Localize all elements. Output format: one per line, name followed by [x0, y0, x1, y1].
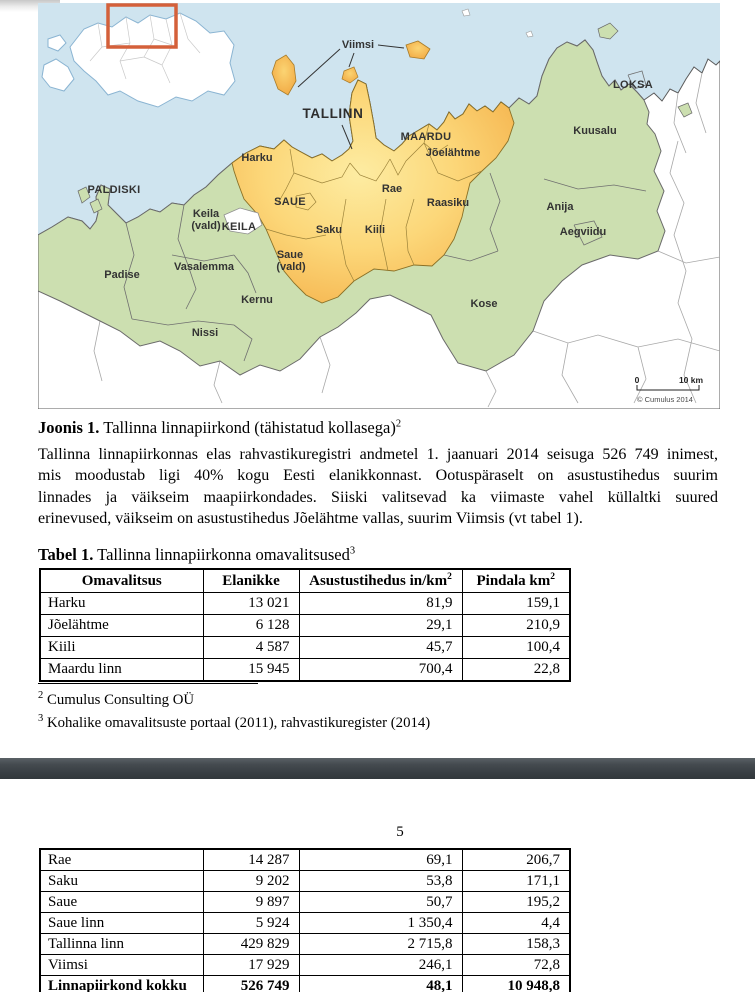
paragraph-line: mis moodustab ligi 40% kogu Eesti elanikkonnast. Ootuspäraselt on asustustihedus suurim	[38, 467, 718, 485]
map-label-maardu: MAARDU	[400, 131, 452, 143]
map-label-tallinn: TALLINN	[302, 106, 364, 121]
paragraph-line: Tallinna linnapiirkonnas elas rahvastikuregistri andmetel 1. jaanuari 2014 seisuga 526 749 inimest,	[38, 446, 718, 463]
table-row: Jõelähtme 6 128 29,1 210,9	[40, 615, 570, 637]
map-label-nissi: Nissi	[191, 327, 219, 339]
paragraph-line: linnades ja väikseim maapiirkondades. Siiski valitsevad ka viimaste vahel küllaltki suured	[38, 488, 718, 506]
figure-caption-text: Tallinna linnapiirkond (tähistatud kollasega)	[99, 418, 396, 437]
table-row: Saue linn 5 924 1 350,4 4,4	[40, 913, 570, 934]
table-caption-prefix: Tabel 1.	[38, 545, 94, 564]
map-label-keila-vald: Keila	[192, 208, 220, 220]
col-header-elanikke: Elanikke	[222, 573, 280, 589]
map-label-kuusalu: Kuusalu	[573, 125, 617, 137]
table-caption-footnote-ref: 3	[349, 545, 356, 557]
table-row: Kiili 4 587 45,7 100,4	[40, 637, 570, 659]
map-label-saku: Saku	[315, 224, 343, 236]
map-label-raasiku: Raasiku	[426, 197, 470, 209]
table-row: Saku 9 202 53,8 171,1	[40, 871, 570, 892]
tallinn-region-map	[38, 3, 720, 409]
table-row: Saue 9 897 50,7 195,2	[40, 892, 570, 913]
map-label-aegviidu: Aegviidu	[559, 226, 607, 238]
scale-zero: 0	[634, 375, 640, 385]
table-row: Tallinna linn 429 829 2 715,8 158,3	[40, 934, 570, 955]
table-header-row: Omavalitsus Elanikke Asustustihedus $in/km^2$ Pindala $km^2$	[40, 569, 570, 593]
figure-caption-footnote-ref: 2	[395, 418, 402, 430]
figure-caption	[38, 418, 720, 438]
map-label-harku: Harku	[241, 152, 273, 164]
map-label-anija: Anija	[546, 201, 574, 213]
map-label-saue-vald2: (vald)	[276, 261, 306, 273]
page-number: 5	[396, 824, 404, 840]
map-label-keila-vald2: (vald)	[191, 220, 221, 232]
page-separator-bar	[0, 758, 755, 779]
footnote-3: $^3$ Kohalike omavalitsuste portaal (2011), rahvastikuregister (2014)	[38, 713, 431, 731]
map-label-loksa: LOKSA	[613, 79, 653, 91]
paragraph-line: erinevused, väikseim on asustustihedus Jõelähtme vallas, suurim Viimsis (vt tabel 1).	[38, 510, 583, 528]
table-row: Maardu linn 15 945 700,4 22,8	[40, 659, 570, 682]
body-paragraph	[38, 444, 718, 530]
map-label-padise: Padise	[104, 269, 140, 281]
col-header-omavalitsus: Omavalitsus	[81, 573, 162, 589]
table-row: Viimsi 17 929 246,1 72,8	[40, 955, 570, 976]
municipalities-table-part2	[39, 848, 571, 992]
map-label-joelahtme: Jõelähtme	[425, 147, 481, 159]
map-label-keila-city: KEILA	[221, 221, 257, 233]
table-caption	[38, 545, 720, 565]
col-header-asustustihedus: Asustustihedus in/km	[309, 573, 448, 589]
map-label-saue-city: SAUE	[274, 196, 306, 208]
col-header-pindala: Pindala km	[476, 573, 551, 589]
map-figure	[38, 3, 720, 409]
map-label-kernu: Kernu	[241, 294, 273, 306]
footnote-2: $^2$ Cumulus Consulting OÜ	[38, 690, 195, 708]
map-label-kose: Kose	[470, 298, 498, 310]
map-label-viimsi: Viimsi	[341, 39, 375, 51]
map-label-kiili: Kiili	[364, 224, 386, 236]
map-label-paldiski: PALDISKI	[87, 184, 141, 196]
table-caption-text: Tallinna linnapiirkonna omavalitsused	[93, 545, 350, 564]
map-copyright: © Cumulus 2014	[637, 395, 693, 404]
municipalities-table-part1	[39, 568, 571, 682]
figure-caption-prefix: Joonis 1.	[38, 418, 100, 437]
footnote-separator	[38, 683, 258, 684]
scale-distance: 10 km	[678, 375, 704, 385]
table-row: Harku 13 021 81,9 159,1	[40, 593, 570, 615]
map-label-vasalemma: Vasalemma	[174, 261, 234, 273]
map-label-saue-vald: Saue	[276, 249, 304, 261]
table-total-row: Linnapiirkond kokku 526 749 48,1 10 948,8	[40, 976, 570, 992]
map-label-rae: Rae	[381, 183, 403, 195]
table-row: Rae 14 287 69,1 206,7	[40, 849, 570, 871]
